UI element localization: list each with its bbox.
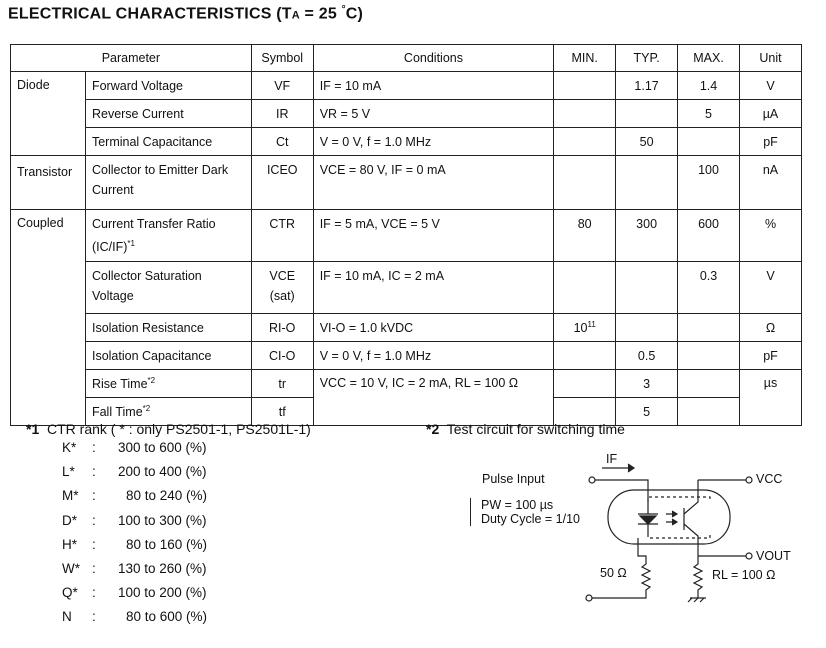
col-header: Parameter	[11, 45, 252, 72]
symbol-cell: VF	[251, 72, 313, 100]
cond-cell: VCC = 10 V, IC = 2 mA, RL = 100 Ω	[313, 370, 554, 426]
min-cell: $10^{11}$	[554, 314, 616, 342]
table-row	[11, 342, 802, 370]
col-header: TYP.	[616, 45, 678, 72]
unit-cell: µA	[740, 100, 802, 128]
unit-cell: nA	[740, 156, 802, 210]
table-row	[11, 262, 802, 314]
vcc-label: VCC	[756, 472, 783, 486]
table-row	[11, 314, 802, 342]
pulse-spec: PW = 100 µs Duty Cycle = 1/10	[470, 498, 580, 526]
rl-label: RL = 100 Ω	[712, 568, 776, 582]
param-cell: Collector to Emitter Dark Current	[85, 156, 251, 210]
r50-label: 50 Ω	[600, 566, 627, 580]
typ-cell	[616, 100, 678, 128]
typ-cell: 3	[616, 370, 678, 398]
param-cell: Current Transfer Ratio $(IC/IF)^{*1}$	[85, 210, 251, 262]
group-label: Diode	[11, 72, 86, 156]
footnote-1: *1 CTR rank ( * : only PS2501-1, PS2501L-1)	[26, 421, 311, 437]
symbol-cell: VCE (sat)	[251, 262, 313, 314]
symbol-cell: tf	[251, 398, 313, 426]
max-cell: 0.3	[678, 262, 740, 314]
table-row	[11, 210, 802, 262]
typ-cell: 5	[616, 398, 678, 426]
col-header: Symbol	[251, 45, 313, 72]
unit-cell: Ω	[740, 314, 802, 342]
max-cell	[678, 370, 740, 398]
min-cell	[554, 156, 616, 210]
symbol-cell: tr	[251, 370, 313, 398]
param-cell: Reverse Current	[85, 100, 251, 128]
symbol-cell: CI-O	[251, 342, 313, 370]
list-item: D* : 100 to 300 (%)	[62, 512, 207, 528]
table-row	[11, 128, 802, 156]
list-item: L* : 200 to 400 (%)	[62, 464, 207, 480]
col-header: Conditions	[313, 45, 554, 72]
min-cell	[554, 100, 616, 128]
max-cell: 100	[678, 156, 740, 210]
table-row	[11, 72, 802, 100]
cond-cell: IF = 10 mA	[313, 72, 554, 100]
cond-cell: VR = 5 V	[313, 100, 554, 128]
max-cell: 5	[678, 100, 740, 128]
footnote-2: *2 Test circuit for switching time	[426, 421, 625, 437]
list-item: Q* : 100 to 200 (%)	[62, 585, 207, 601]
typ-cell	[616, 156, 678, 210]
min-cell	[554, 128, 616, 156]
circuit-diagram	[420, 452, 800, 612]
max-cell	[678, 314, 740, 342]
symbol-cell: ICEO	[251, 156, 313, 210]
pulse-input-label: Pulse Input	[482, 472, 545, 486]
typ-cell: 300	[616, 210, 678, 262]
typ-cell: 50	[616, 128, 678, 156]
max-cell: 1.4	[678, 72, 740, 100]
typ-cell: 0.5	[616, 342, 678, 370]
min-cell	[554, 72, 616, 100]
param-cell: Isolation Capacitance	[85, 342, 251, 370]
symbol-cell: Ct	[251, 128, 313, 156]
typ-cell	[616, 262, 678, 314]
list-item: N : 80 to 600 (%)	[62, 609, 208, 625]
symbol-cell: RI-O	[251, 314, 313, 342]
min-cell	[554, 262, 616, 314]
electrical-characteristics-table	[10, 44, 802, 426]
list-item: K* : 300 to 600 (%)	[62, 440, 207, 455]
table-row	[11, 100, 802, 128]
max-cell	[678, 128, 740, 156]
cond-cell: V = 0 V, f = 1.0 MHz	[313, 342, 554, 370]
cond-cell: V = 0 V, f = 1.0 MHz	[313, 128, 554, 156]
param-cell: Fall Time$^{*2}$	[85, 398, 251, 426]
param-cell: Terminal Capacitance	[85, 128, 251, 156]
col-header: Unit	[740, 45, 802, 72]
unit-cell: %	[740, 210, 802, 262]
param-cell: Rise Time$^{*2}$	[85, 370, 251, 398]
group-label: Coupled	[11, 210, 86, 426]
min-cell	[554, 342, 616, 370]
list-item: W* : 130 to 260 (%)	[62, 560, 207, 576]
symbol-cell: IR	[251, 100, 313, 128]
typ-cell	[616, 314, 678, 342]
cond-cell: IF = 10 mA, IC = 2 mA	[313, 262, 554, 314]
table-row	[11, 370, 802, 398]
list-item: M* : 80 to 240 (%)	[62, 488, 208, 504]
group-label: Transistor	[11, 156, 86, 210]
param-cell: Isolation Resistance	[85, 314, 251, 342]
unit-cell: pF	[740, 342, 802, 370]
max-cell: 600	[678, 210, 740, 262]
param-cell: Collector Saturation Voltage	[85, 262, 251, 314]
max-cell	[678, 398, 740, 426]
cond-cell: VI-O = 1.0 kVDC	[313, 314, 554, 342]
param-cell: Forward Voltage	[85, 72, 251, 100]
table-header-row	[11, 45, 802, 72]
if-label: IF	[606, 452, 618, 466]
cond-cell: IF = 5 mA, VCE = 5 V	[313, 210, 554, 262]
unit-cell: pF	[740, 128, 802, 156]
test-circuit	[420, 452, 800, 617]
max-cell	[678, 342, 740, 370]
symbol-cell: CTR	[251, 210, 313, 262]
col-header: MAX.	[678, 45, 740, 72]
col-header: MIN.	[554, 45, 616, 72]
min-cell	[554, 370, 616, 398]
min-cell: 80	[554, 210, 616, 262]
cond-cell: VCE = 80 V, IF = 0 mA	[313, 156, 554, 210]
typ-cell: 1.17	[616, 72, 678, 100]
vout-label: VOUT	[756, 549, 791, 563]
unit-cell: µs	[740, 370, 802, 426]
unit-cell: V	[740, 262, 802, 314]
unit-cell: V	[740, 72, 802, 100]
table-row	[11, 156, 802, 210]
page-title: ELECTRICAL CHARACTERISTICS (TA = 25 °C)	[8, 4, 364, 23]
ctr-rank-list	[62, 440, 266, 634]
list-item: H* : 80 to 160 (%)	[62, 536, 208, 552]
